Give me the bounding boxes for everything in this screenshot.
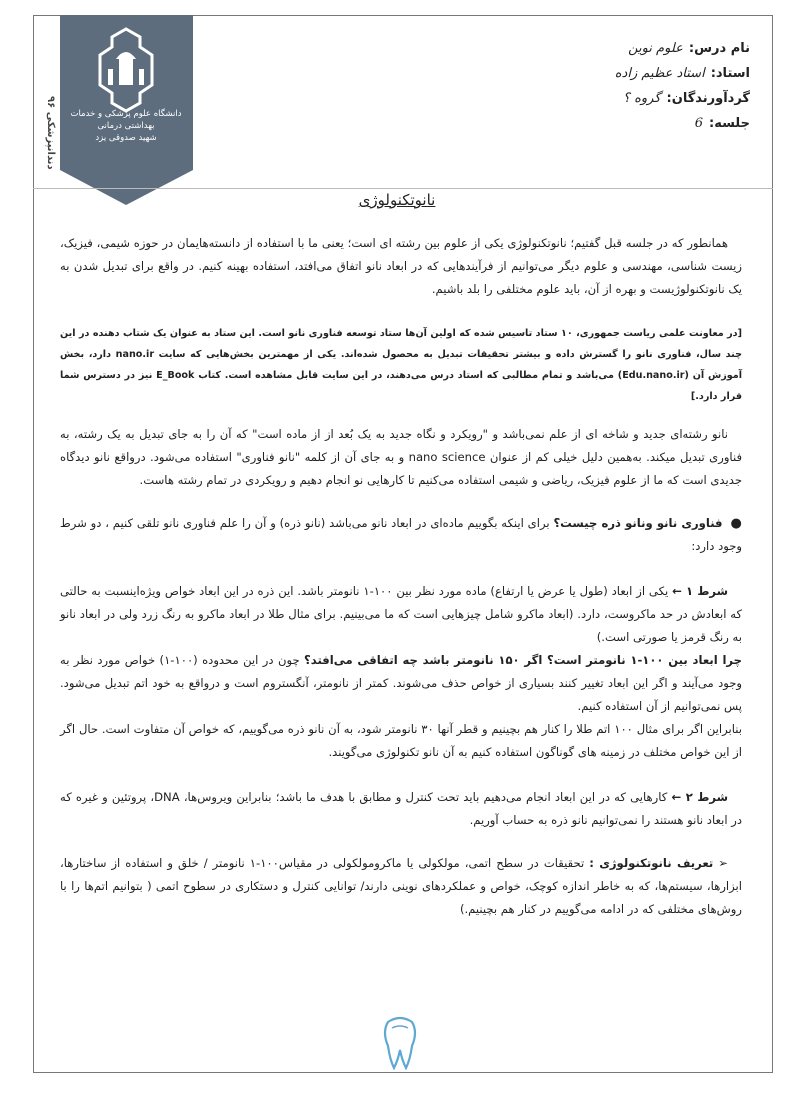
arrow-bullet-icon: ➢ — [713, 856, 728, 870]
authors-row: گردآورندگان:گروه ؟ — [623, 91, 750, 106]
bullet-question: ●فناوری نانو ونانو ذره چیست؟ برای اینکه بگوییم ماده‌ای در ابعاد نانو می‌باشد (نانو ذره) و آن را علم فناوری نانو تلقی کنیم ، دو شرط وجود دارد: — [60, 516, 743, 553]
so-paragraph: بنابراین اگر برای مثال ۱۰۰ اتم طلا را کنار هم بچینیم و قطر آنها ۳۰ نانومتر شود، به آن نانو ذره می‌گوییم، که خواص آن متفاوت است. حال اگر از این خواص مختلف در زمینه های گوناگون استفاده کنیم به آن نانو تکنولوژی می‌گویند. — [60, 722, 743, 759]
document-body — [60, 232, 742, 921]
bullet-icon: ● — [730, 516, 743, 531]
page-title: نانوتکنولوژی — [358, 191, 436, 209]
intro-paragraph: همانطور که در جلسه قبل گفتیم؛ نانوتکنولوژی یکی از علوم بین رشته ای است؛ یعنی ما با استفاده از دانسته‌هایمان در حوزه شیمی، فیزیک، زیست شناسی، مهندسی و علوم دیگر می‌توانیم از فرآیندهایی که در ابعاد نانو اتفاق می‌افتد، استفاده بهینه کنیم. در واقع برای تبدیل شدن به یک نانوتکنولوژیست و بهره از آن، باید علوم مختلفی را بلد باشیم. — [60, 236, 742, 296]
tooth-icon — [382, 1016, 418, 1070]
note-paragraph: [در معاونت علمی ریاست جمهوری، ۱۰ ستاد تاسیس شده که اولین آن‌ها ستاد توسعه فناوری نانو است. این ستاد به عنوان یک شتاب دهنده در این چند سال، فناوری نانو را گسترش داده و بیشتر تحقیقات تبدیل به محصول شده‌اند. یکی از مهمترین بخش‌هایی که سایت nano.ir دارد، بخش آموزش آن (Edu.nano.ir) می‌باشد و تمام مطالبی که استاد درس می‌دهند، در این سایت قابل مشاهده است. کتاب E_Book نیز در دسترس شما قرار دارد.] — [60, 328, 743, 402]
why-question: چرا ابعاد بین ۱۰۰-۱ نانومتر است؟ اگر ۱۵۰ نانومتر باشد چه اتفاقی می‌افتد؟ چون در این محدوده (۱۰۰-۱) خواص مورد نظر به وجود می‌آیند و اگر این ابعاد تغییر کنند بسیاری از خواص حذف می‌شوند. کمتر از نانومتر، آنگستروم است و درواقع به خود اتم تبدیل می‌شود. پس نمی‌توانیم از آن استفاده کنیم. — [60, 653, 742, 713]
course-info — [615, 36, 750, 136]
condition-1: شرط ۱ ← یکی از ابعاد (طول یا عرض یا ارتفاع) ماده مورد نظر بین ۱۰۰-۱ نانومتر باشد. این ذره در این ابعاد خواص ویژه‌اینسبت به حالتی که ابعادش در حد ماکروست، دارد. (ابعاد ماکرو شامل چیزهایی است که ما می‌بینیم. برای مثال طلا در ابعاد ماکرو به رنگ زرد ولی در ابعاد نانو به رنگ قرمز یا صورتی است.) — [60, 584, 742, 644]
condition-2: شرط ۲ ← کارهایی که در این ابعاد انجام می‌دهیم باید تحت کنترل و مطابق با هدف ما باشد؛ بنابراین ویروس‌ها، DNA، پروتئین و غیره که در ابعاد نانو هستند را نمی‌توانیم نانو ذره به حساب آوریم. — [60, 790, 742, 827]
teacher-row: استاد:استاد عظیم زاده — [614, 66, 750, 81]
logo-caption: دانشگاه علوم پزشکی و خدمات بهداشتی درمانی شهید صدوقی یزد — [70, 109, 182, 143]
session-row: جلسه:6 — [694, 116, 750, 131]
header-divider — [33, 188, 773, 189]
nano-paragraph: نانو رشته‌ای جدید و شاخه ای از علم نمی‌باشد و "رویکرد و نگاه جدید به یک بُعد از از ماده است" که آن را به جای تبدیل به یک رشته، به فناوری تبدیل میکند. به‌همین دلیل خیلی کم از عنوان nano science و به جای آن از کلمه "نانو فناوری" استفاده می‌شود. درواقع نانو دیدگاه جدیدی است که ما از علوم فیزیک، ریاضی و شیمی استفاده می‌کنیم تا کارهایی نو انجام دهیم و رویکردی در تمام رشته هاست. — [60, 427, 743, 487]
department-label: دندانپزشکی ۹۶ — [45, 96, 56, 170]
course-row: نام درس:علوم نوین — [628, 41, 750, 56]
definition: ➢ تعریف نانوتکنولوژی : تحقیقات در سطح اتمی، مولکولی یا ماکرومولکولی در مقیاس۱۰۰-۱ نانومتر / خلق و استفاده از ساختارها، ابزارها، سیستم‌ها، که به خاطر اندازه کوچک، خواص و عملکردهای نوینی دارند/ توانایی کنترل و دستکاری در سطوح اتمی ( بتوانیم اتم‌ها را با روش‌های مختلفی که در ادامه می‌گوییم در کنار هم بچینیم.) — [60, 856, 742, 916]
